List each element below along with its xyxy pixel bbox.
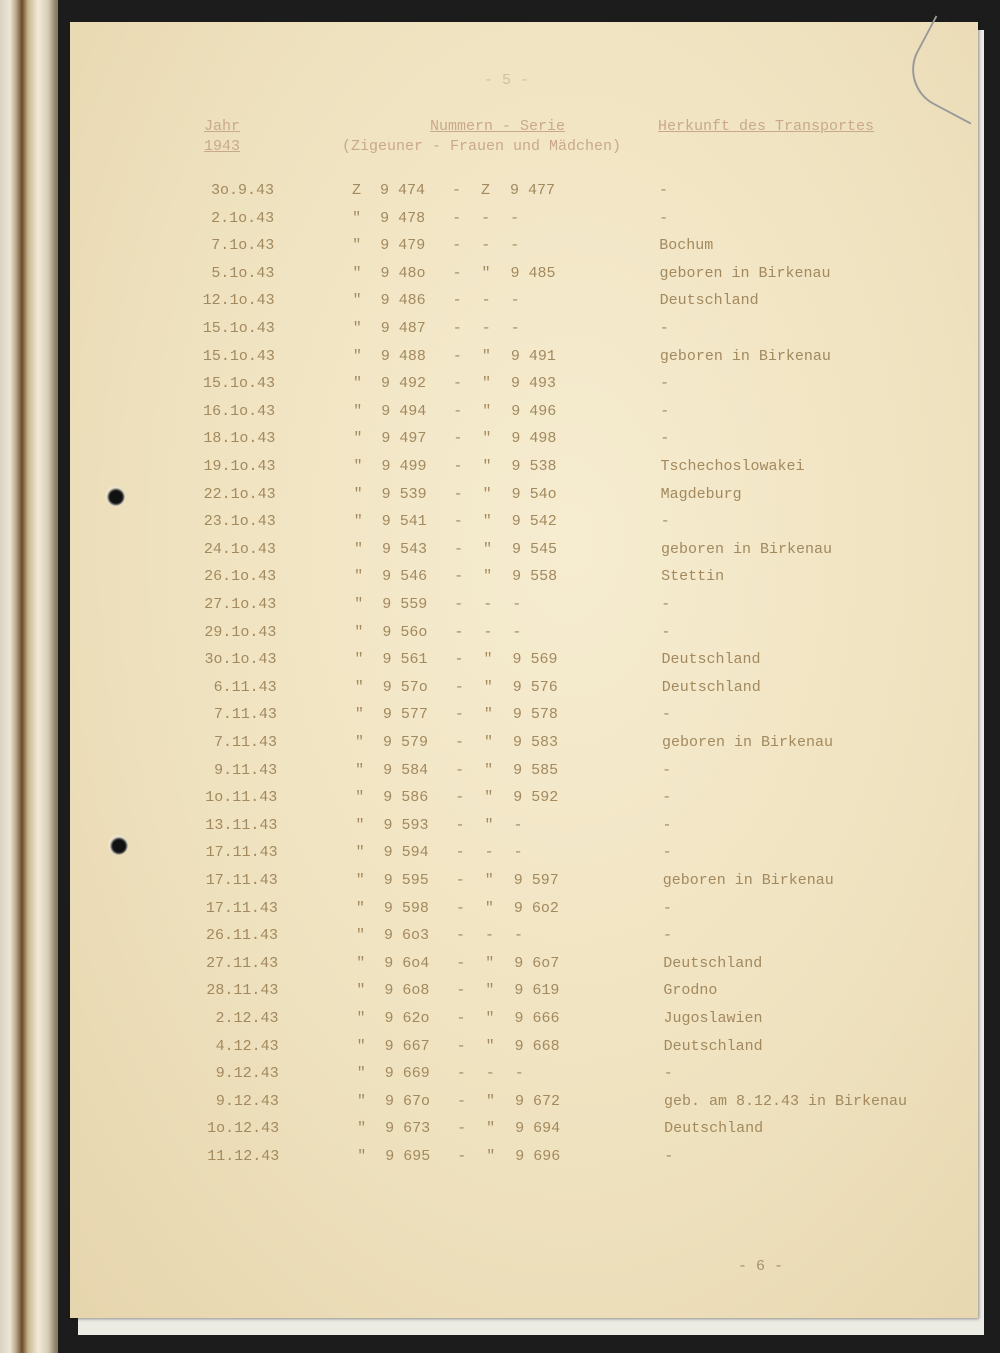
- row-number-from: 9 559: [382, 596, 428, 613]
- row-number-to: 9 666: [514, 1010, 560, 1027]
- row-origin: Deutschland: [661, 678, 761, 696]
- row-date: 3o.1o.43: [204, 651, 277, 669]
- row-origin: -: [660, 513, 670, 531]
- row-origin: Deutschland: [661, 651, 761, 669]
- row-origin: Grodno: [663, 982, 718, 1000]
- row-origin: geboren in Birkenau: [662, 872, 834, 889]
- row-dash: -: [452, 292, 462, 310]
- row-origin: geb. am 8.12.43 in Birkenau: [663, 1092, 907, 1110]
- row-number-to: 9 583: [513, 734, 559, 751]
- row-origin: -: [662, 844, 672, 862]
- row-date: 1o.12.43: [207, 1120, 280, 1138]
- row-prefix: ": [356, 1037, 366, 1055]
- row-number-to: 9 668: [514, 1037, 560, 1055]
- row-dash: -: [454, 596, 464, 613]
- row-origin: -: [661, 706, 671, 724]
- row-prefix-to: -: [481, 320, 491, 337]
- row-number-from: 9 6o4: [384, 954, 430, 972]
- row-number-from: 9 488: [380, 347, 426, 365]
- row-number-to: -: [514, 927, 524, 945]
- row-origin: -: [660, 430, 670, 448]
- row-origin: -: [662, 816, 672, 834]
- row-dash: -: [456, 927, 466, 945]
- row-prefix: ": [353, 540, 363, 558]
- column-header-year-label: Jahr: [204, 118, 241, 135]
- row-number-to: 9 576: [512, 678, 558, 696]
- row-date: 9.12.43: [215, 1092, 279, 1110]
- row-dash: -: [455, 844, 465, 862]
- row-prefix: Z: [352, 182, 362, 199]
- row-origin: -: [659, 209, 669, 227]
- binder-edge: [0, 0, 58, 1353]
- punch-hole-upper: [105, 486, 125, 506]
- row-origin: geboren in Birkenau: [659, 264, 831, 282]
- row-number-to: 9 696: [515, 1148, 561, 1165]
- row-prefix-to: ": [485, 1092, 495, 1110]
- row-prefix-to: ": [482, 458, 492, 475]
- row-dash: -: [452, 237, 462, 255]
- row-dash: -: [453, 402, 463, 420]
- row-origin: -: [663, 927, 673, 945]
- row-dash: -: [455, 734, 465, 751]
- row-date: 15.1o.43: [202, 320, 275, 337]
- row-prefix-to: ": [482, 375, 492, 393]
- row-date: 28.11.43: [206, 982, 279, 1000]
- row-number-to: 9 54o: [511, 485, 557, 503]
- row-dash: -: [455, 789, 465, 807]
- row-dash: -: [453, 375, 463, 393]
- row-prefix: ": [356, 1010, 366, 1027]
- row-prefix: ": [354, 678, 364, 696]
- row-prefix-to: ": [485, 1010, 495, 1027]
- row-date: 3o.9.43: [210, 182, 274, 199]
- row-prefix-to: ": [485, 1037, 495, 1055]
- row-prefix: ": [352, 292, 362, 310]
- row-number-from: 9 667: [384, 1037, 430, 1055]
- row-prefix: ": [356, 982, 366, 1000]
- row-origin: Jugoslawien: [663, 1010, 763, 1027]
- row-dash: -: [453, 513, 463, 531]
- row-prefix-to: ": [483, 568, 493, 586]
- row-prefix: ": [357, 1120, 367, 1138]
- row-number-to: -: [510, 237, 520, 255]
- row-date: 27.1o.43: [204, 596, 277, 613]
- row-date: 22.1o.43: [203, 485, 276, 503]
- row-number-from: 9 62o: [384, 1010, 430, 1027]
- row-prefix: ": [352, 347, 362, 365]
- row-origin: geboren in Birkenau: [660, 540, 832, 558]
- row-prefix: ": [353, 458, 363, 475]
- row-prefix-to: ": [484, 899, 494, 917]
- row-number-from: 9 492: [381, 375, 427, 393]
- row-dash: -: [453, 540, 463, 558]
- row-dash: -: [452, 347, 462, 365]
- row-prefix: ": [354, 706, 364, 724]
- row-date: 15.1o.43: [203, 375, 276, 393]
- row-origin: geboren in Birkenau: [662, 734, 834, 751]
- row-prefix: ": [356, 1092, 366, 1110]
- row-number-from: 9 594: [383, 844, 429, 862]
- row-number-from: 9 577: [382, 706, 428, 724]
- row-number-to: -: [513, 816, 523, 834]
- row-number-from: 9 499: [381, 458, 427, 475]
- row-number-to: 9 592: [513, 789, 559, 807]
- row-prefix-to: ": [482, 485, 492, 503]
- row-prefix: ": [355, 899, 365, 917]
- row-dash: -: [456, 1010, 466, 1027]
- row-prefix-to: -: [481, 209, 491, 227]
- row-dash: -: [454, 623, 464, 641]
- row-number-to: 9 493: [511, 375, 557, 393]
- row-number-from: 9 586: [383, 789, 429, 807]
- row-dash: -: [454, 678, 464, 696]
- row-prefix-to: ": [482, 430, 492, 448]
- row-number-to: -: [513, 844, 523, 862]
- row-date: 29.1o.43: [204, 623, 277, 641]
- row-number-from: 9 546: [382, 568, 428, 586]
- row-date: 23.1o.43: [203, 513, 276, 531]
- row-date: 24.1o.43: [203, 540, 276, 558]
- row-date: 17.11.43: [205, 899, 278, 917]
- row-number-to: 9 578: [512, 706, 558, 724]
- row-origin: -: [664, 1148, 674, 1165]
- row-dash: -: [457, 1120, 467, 1138]
- row-number-to: -: [514, 1065, 524, 1083]
- row-dash: -: [456, 1092, 466, 1110]
- row-prefix-to: ": [485, 954, 495, 972]
- row-prefix: ": [354, 568, 364, 586]
- row-date: 26.11.43: [206, 927, 279, 945]
- page-number-bottom: - 6 -: [738, 1258, 784, 1275]
- column-header-year-value: 1943: [204, 138, 241, 155]
- row-prefix-to: ": [483, 706, 493, 724]
- row-number-to: 9 477: [510, 182, 556, 199]
- row-origin: Deutschland: [664, 1120, 764, 1138]
- row-prefix-to: -: [484, 844, 494, 862]
- row-dash: -: [452, 182, 462, 199]
- row-number-to: 9 545: [511, 540, 557, 558]
- row-number-from: 9 561: [382, 651, 428, 669]
- row-number-from: 9 48o: [380, 264, 426, 282]
- column-header-numbers-subtitle: (Zigeuner - Frauen und Mädchen): [342, 138, 622, 155]
- row-prefix: ": [353, 402, 363, 420]
- row-number-to: 9 569: [512, 651, 558, 669]
- row-date: 7.11.43: [213, 706, 277, 724]
- row-dash: -: [453, 430, 463, 448]
- row-date: 7.11.43: [213, 734, 277, 751]
- row-dash: -: [457, 1148, 467, 1165]
- row-origin: -: [663, 1065, 673, 1083]
- row-prefix-to: -: [483, 623, 493, 641]
- row-prefix: ": [354, 596, 364, 613]
- row-number-from: 9 595: [383, 872, 429, 889]
- row-date: 18.1o.43: [203, 430, 276, 448]
- row-number-from: 9 539: [381, 485, 427, 503]
- row-number-from: 9 541: [381, 513, 427, 531]
- row-prefix: ": [352, 237, 362, 255]
- row-prefix-to: Z: [481, 182, 491, 199]
- row-origin: -: [661, 623, 671, 641]
- row-number-from: 9 478: [380, 209, 426, 227]
- row-dash: -: [455, 872, 465, 889]
- row-prefix: ": [353, 430, 363, 448]
- row-number-to: 9 619: [514, 982, 560, 1000]
- row-origin: -: [662, 899, 672, 917]
- row-date: 19.1o.43: [203, 458, 276, 475]
- row-number-to: -: [510, 292, 520, 310]
- row-number-from: 9 56o: [382, 623, 428, 641]
- row-prefix-to: ": [482, 513, 492, 531]
- row-prefix-to: -: [481, 237, 491, 255]
- row-dash: -: [456, 1065, 466, 1083]
- row-date: 27.11.43: [206, 954, 279, 972]
- row-prefix-to: ": [486, 1148, 496, 1165]
- row-number-to: 9 694: [515, 1120, 561, 1138]
- row-number-to: 9 6o7: [514, 954, 560, 972]
- row-prefix: ": [353, 513, 363, 531]
- row-number-from: 9 6o8: [384, 982, 430, 1000]
- row-prefix: ": [357, 1148, 367, 1165]
- row-date: 9.11.43: [214, 761, 278, 779]
- row-number-to: 9 496: [511, 402, 557, 420]
- row-date: 2.1o.43: [211, 209, 275, 227]
- row-number-to: -: [512, 623, 522, 641]
- row-prefix: ": [355, 734, 365, 751]
- row-prefix-to: ": [483, 678, 493, 696]
- row-origin: Tschechoslowakei: [660, 458, 805, 475]
- column-header-numbers: Nummern - Serie: [430, 118, 566, 135]
- row-prefix: ": [356, 954, 366, 972]
- row-dash: -: [452, 264, 462, 282]
- row-number-to: -: [512, 596, 522, 613]
- row-prefix: ": [355, 872, 365, 889]
- row-number-to: 9 542: [511, 513, 557, 531]
- row-dash: -: [455, 816, 465, 834]
- row-number-from: 9 6o3: [384, 927, 430, 945]
- row-prefix-to: ": [486, 1120, 496, 1138]
- row-prefix: ": [355, 816, 365, 834]
- row-date: 17.11.43: [205, 872, 278, 889]
- row-date: 2.12.43: [215, 1010, 279, 1027]
- row-origin: -: [659, 182, 669, 199]
- row-number-from: 9 479: [380, 237, 426, 255]
- row-prefix-to: ": [481, 347, 491, 365]
- row-prefix: ": [353, 485, 363, 503]
- row-number-from: 9 543: [381, 540, 427, 558]
- row-prefix: ": [355, 789, 365, 807]
- row-dash: -: [456, 982, 466, 1000]
- row-origin: Deutschland: [659, 292, 759, 310]
- row-number-to: 9 498: [511, 430, 557, 448]
- row-origin: Magdeburg: [660, 485, 742, 503]
- row-number-from: 9 486: [380, 292, 426, 310]
- row-number-to: 9 597: [513, 872, 559, 889]
- row-dash: -: [454, 651, 464, 669]
- row-prefix-to: ": [484, 872, 494, 889]
- row-dash: -: [452, 320, 462, 337]
- row-date: 26.1o.43: [204, 568, 277, 586]
- row-number-from: 9 57o: [382, 678, 428, 696]
- row-number-to: 9 672: [514, 1092, 560, 1110]
- row-number-from: 9 673: [385, 1120, 431, 1138]
- row-dash: -: [452, 209, 462, 227]
- row-origin: -: [662, 789, 672, 807]
- row-number-from: 9 474: [380, 182, 426, 199]
- row-date: 16.1o.43: [203, 402, 276, 420]
- row-date: 11.12.43: [207, 1148, 280, 1165]
- row-origin: geboren in Birkenau: [659, 347, 831, 365]
- row-number-to: 9 558: [512, 568, 558, 586]
- row-date: 13.11.43: [205, 816, 278, 834]
- row-prefix: ": [355, 844, 365, 862]
- row-origin: -: [662, 761, 672, 779]
- row-date: 6.11.43: [213, 678, 277, 696]
- row-prefix: ": [356, 927, 366, 945]
- row-prefix: ": [352, 264, 362, 282]
- row-number-from: 9 497: [381, 430, 427, 448]
- column-header-origin: Herkunft des Transportes: [658, 118, 875, 135]
- row-prefix-to: ": [483, 651, 493, 669]
- row-number-from: 9 669: [384, 1065, 430, 1083]
- row-prefix: ": [354, 651, 364, 669]
- row-date: 7.1o.43: [211, 237, 275, 255]
- row-prefix-to: ": [484, 816, 494, 834]
- row-dash: -: [453, 458, 463, 475]
- row-date: 9.12.43: [215, 1065, 279, 1083]
- row-origin: Stettin: [661, 568, 725, 586]
- row-origin: Deutschland: [663, 1037, 763, 1055]
- row-number-to: 9 538: [511, 458, 557, 475]
- row-origin: -: [660, 402, 670, 420]
- row-number-from: 9 487: [380, 320, 426, 337]
- row-prefix-to: ": [484, 761, 494, 779]
- row-prefix-to: ": [481, 264, 491, 282]
- row-prefix: ": [352, 209, 362, 227]
- row-origin: -: [661, 596, 671, 613]
- row-prefix: ": [356, 1065, 366, 1083]
- row-prefix-to: ": [482, 402, 492, 420]
- row-prefix: ": [352, 320, 362, 337]
- row-number-from: 9 494: [381, 402, 427, 420]
- row-number-to: 9 485: [510, 264, 556, 282]
- row-date: 15.1o.43: [202, 347, 275, 365]
- row-date: 4.12.43: [215, 1037, 279, 1055]
- row-prefix: ": [353, 375, 363, 393]
- row-prefix-to: ": [482, 540, 492, 558]
- row-number-from: 9 598: [383, 899, 429, 917]
- row-prefix-to: ": [485, 982, 495, 1000]
- row-dash: -: [453, 485, 463, 503]
- row-number-from: 9 67o: [384, 1092, 430, 1110]
- row-number-to: 9 491: [510, 347, 556, 365]
- row-number-to: -: [510, 320, 520, 337]
- row-dash: -: [454, 568, 464, 586]
- row-number-to: 9 585: [513, 761, 559, 779]
- row-date: 1o.11.43: [205, 789, 278, 807]
- row-origin: -: [660, 375, 670, 393]
- row-prefix-to: ": [484, 789, 494, 807]
- row-prefix-to: -: [481, 292, 491, 310]
- page-number-top: - 5 -: [484, 72, 530, 89]
- row-origin: Bochum: [659, 237, 714, 255]
- row-number-from: 9 593: [383, 816, 429, 834]
- row-prefix-to: -: [485, 1065, 495, 1083]
- row-number-to: -: [510, 209, 520, 227]
- row-dash: -: [455, 761, 465, 779]
- punch-hole-lower: [108, 835, 128, 855]
- row-prefix-to: -: [485, 927, 495, 945]
- row-dash: -: [455, 899, 465, 917]
- row-dash: -: [454, 706, 464, 724]
- row-number-from: 9 579: [383, 734, 429, 751]
- row-prefix-to: ": [484, 734, 494, 751]
- row-prefix: ": [354, 623, 364, 641]
- row-prefix-to: -: [483, 596, 493, 613]
- row-number-from: 9 695: [385, 1148, 431, 1165]
- row-origin: Deutschland: [663, 954, 763, 972]
- row-origin: -: [659, 320, 669, 337]
- row-prefix: ": [355, 761, 365, 779]
- row-dash: -: [456, 1037, 466, 1055]
- row-date: 12.1o.43: [202, 292, 275, 310]
- row-date: 5.1o.43: [211, 264, 275, 282]
- row-dash: -: [456, 954, 466, 972]
- row-number-from: 9 584: [383, 761, 429, 779]
- row-date: 17.11.43: [205, 844, 278, 862]
- row-number-to: 9 6o2: [513, 899, 559, 917]
